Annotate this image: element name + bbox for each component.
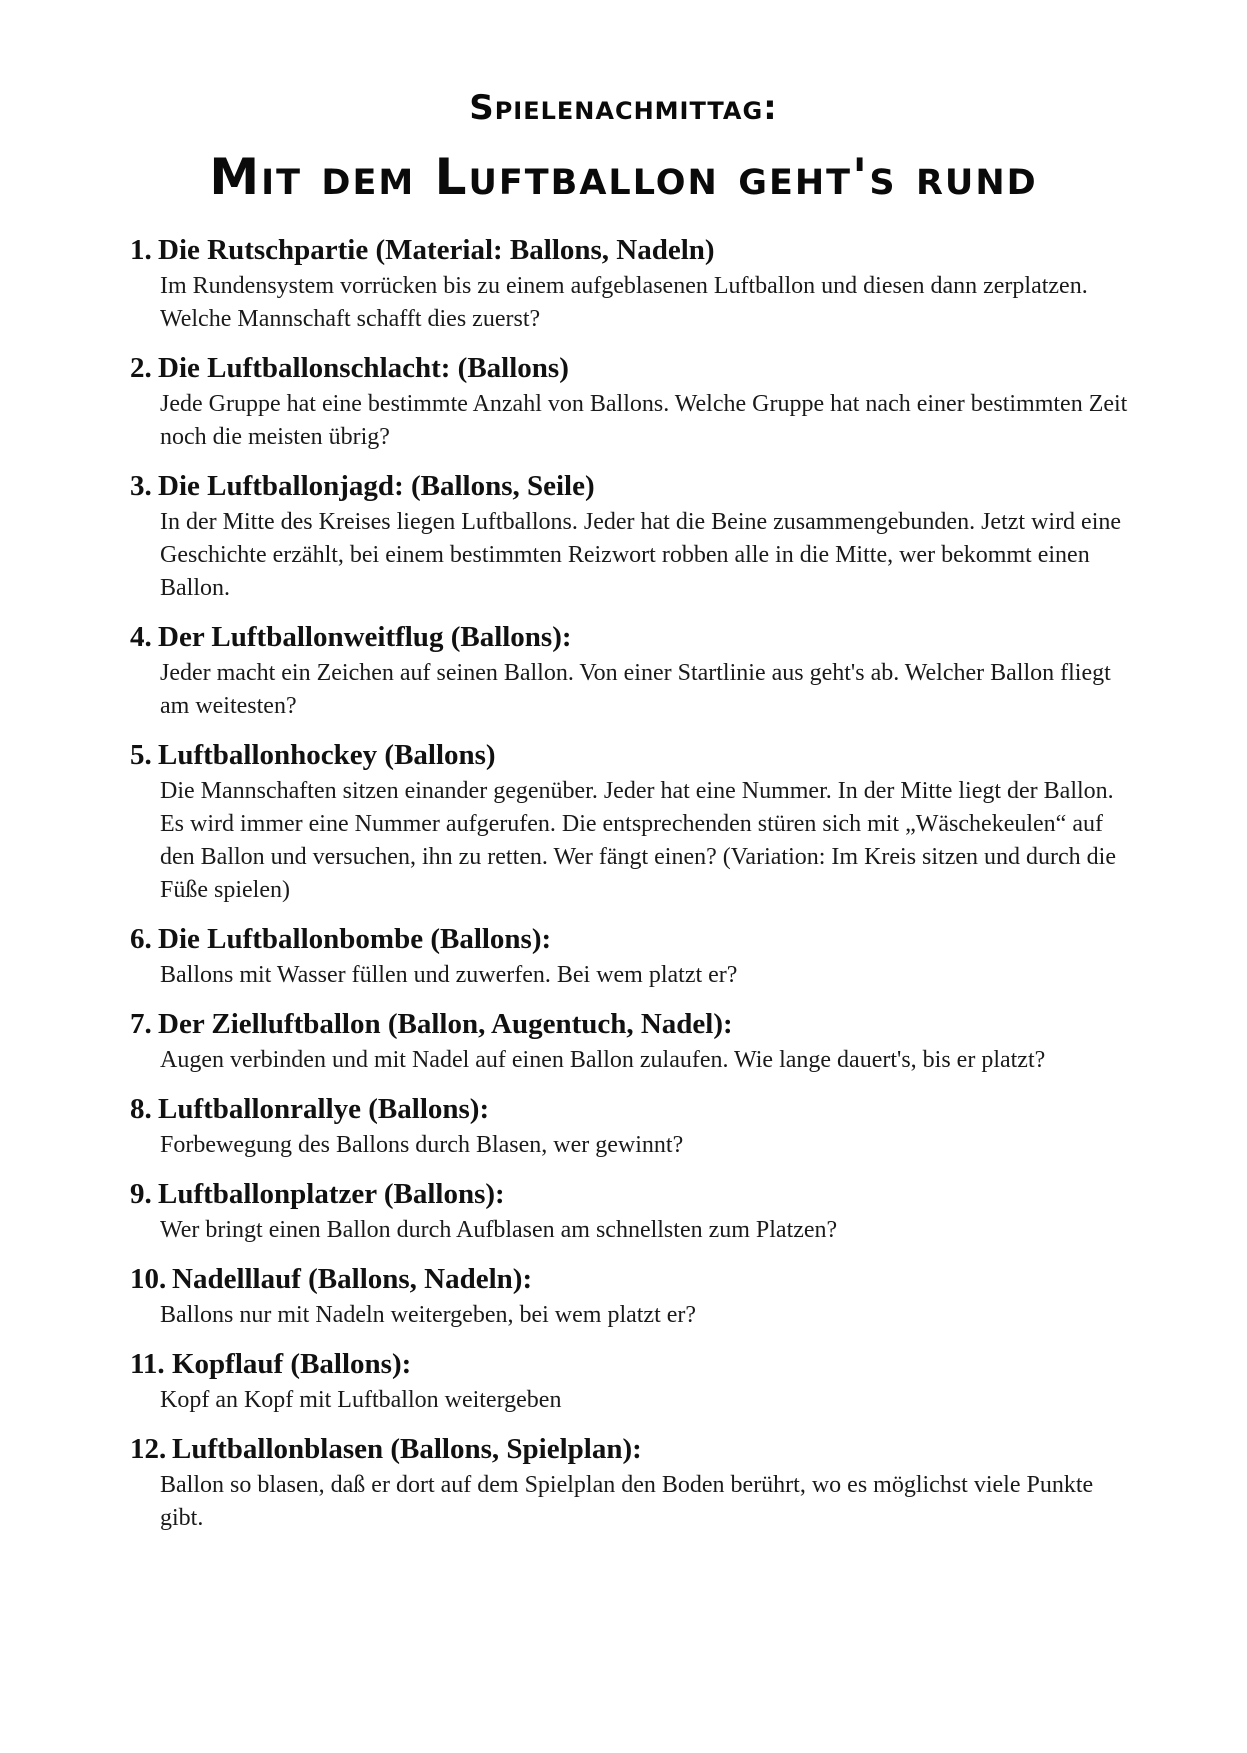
game-title: Die Luftballonjagd: (Ballons, Seile) <box>158 470 595 502</box>
game-description: Im Rundensystem vorrücken bis zu einem aufgeblasenen Luftballon und diesen dann zerplatzen. Welche Mannschaft schafft dies zuerst? <box>160 273 1088 332</box>
page-title: Mit dem Luftballon geht's rund <box>209 148 1038 206</box>
game-description: Ballons nur mit Nadeln weitergeben, bei wem platzt er? <box>160 1302 697 1328</box>
game-description: Kopf an Kopf mit Luftballon weitergeben <box>160 1387 562 1413</box>
game-description: Forbewegung des Ballons durch Blasen, wer gewinnt? <box>160 1132 684 1158</box>
game-item <box>130 1004 1140 1077</box>
game-description: Ballons mit Wasser füllen und zuwerfen. Bei wem platzt er? <box>160 962 738 988</box>
game-heading <box>130 466 1140 506</box>
game-heading <box>130 348 1140 388</box>
game-item <box>130 1429 1140 1535</box>
game-title: Luftballonhockey (Ballons) <box>158 739 496 771</box>
game-item <box>130 1259 1140 1332</box>
game-description: In der Mitte des Kreises liegen Luftballons. Jeder hat die Beine zusammengebunden. Jetzt wird eine Geschichte erzählt, bei einem bestimmten Reizwort robben alle in die Mitte, wer bekommt einen Ballon. <box>160 509 1122 601</box>
game-description: Wer bringt einen Ballon durch Aufblasen am schnellsten zum Platzen? <box>160 1217 838 1243</box>
game-heading <box>130 230 1140 270</box>
game-number: 6. <box>130 923 152 955</box>
game-item <box>130 617 1140 723</box>
game-item <box>130 1344 1140 1417</box>
game-item <box>130 466 1140 605</box>
game-number: 3. <box>130 470 152 502</box>
game-item <box>130 1174 1140 1247</box>
game-title: Luftballonplatzer (Ballons): <box>158 1178 505 1210</box>
game-item <box>130 230 1140 336</box>
game-heading <box>130 617 1140 657</box>
game-item <box>130 1089 1140 1162</box>
game-item <box>130 348 1140 454</box>
game-heading <box>130 1259 1140 1299</box>
game-description: Jede Gruppe hat eine bestimmte Anzahl von Ballons. Welche Gruppe hat nach einer bestimmten Zeit noch die meisten übrig? <box>160 391 1128 450</box>
game-title: Der Luftballonweitflug (Ballons): <box>158 621 572 653</box>
game-title: Der Zielluftballon (Ballon, Augentuch, Nadel): <box>158 1008 733 1040</box>
game-number: 4. <box>130 621 152 653</box>
game-number: 11. <box>130 1348 165 1380</box>
game-heading <box>130 1089 1140 1129</box>
game-number: 12. <box>130 1433 167 1465</box>
page-subtitle: Spielenachmittag: <box>469 88 778 128</box>
game-description: Ballon so blasen, daß er dort auf dem Spielplan den Boden berührt, wo es möglichst viele Punkte gibt. <box>160 1472 1094 1531</box>
game-number: 1. <box>130 234 152 266</box>
game-heading <box>130 1344 1140 1384</box>
game-heading <box>130 1004 1140 1044</box>
game-item <box>130 919 1140 992</box>
game-number: 10. <box>130 1263 167 1295</box>
game-title: Die Rutschpartie (Material: Ballons, Nadeln) <box>158 234 715 266</box>
game-heading <box>130 735 1140 775</box>
games-list <box>130 230 1140 1547</box>
game-number: 5. <box>130 739 152 771</box>
game-item <box>130 735 1140 907</box>
game-number: 7. <box>130 1008 152 1040</box>
game-title: Die Luftballonschlacht: (Ballons) <box>158 352 569 384</box>
game-title: Luftballonblasen (Ballons, Spielplan): <box>172 1433 642 1465</box>
game-title: Nadelllauf (Ballons, Nadeln): <box>172 1263 533 1295</box>
game-heading <box>130 1174 1140 1214</box>
game-title: Luftballonrallye (Ballons): <box>158 1093 490 1125</box>
game-description: Augen verbinden und mit Nadel auf einen Ballon zulaufen. Wie lange dauert's, bis er platzt? <box>160 1047 1046 1073</box>
game-number: 2. <box>130 352 152 384</box>
game-title: Kopflauf (Ballons): <box>172 1348 412 1380</box>
game-description: Jeder macht ein Zeichen auf seinen Ballon. Von einer Startlinie aus geht's ab. Welcher Ballon fliegt am weitesten? <box>160 660 1111 719</box>
game-description: Die Mannschaften sitzen einander gegenüber. Jeder hat eine Nummer. In der Mitte liegt der Ballon. Es wird immer eine Nummer aufgerufen. Die entsprechenden stüren sich mit „Wäschekeulen“ auf den Ballon und versuchen, ihn zu retten. Wer fängt einen? (Variation: Im Kreis sitzen und durch die Füße spielen) <box>160 778 1116 903</box>
game-title: Die Luftballonbombe (Ballons): <box>158 923 552 955</box>
game-heading <box>130 1429 1140 1469</box>
game-number: 8. <box>130 1093 152 1125</box>
game-heading <box>130 919 1140 959</box>
game-number: 9. <box>130 1178 152 1210</box>
